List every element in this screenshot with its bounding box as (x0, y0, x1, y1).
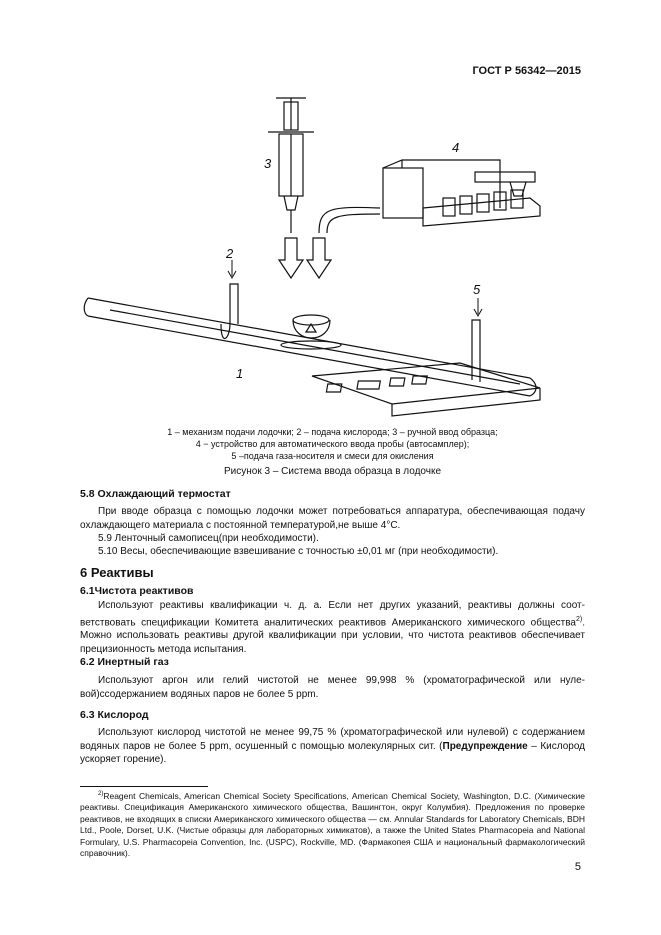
section-5-9-text: 5.9 Ленточный самописец(при необходимости). (98, 533, 319, 544)
footnote-text: Reagent Chemicals, American Chemical Society Specifications, American Chemical Society, Washington, D.C. (Химические реактивы. Спецификация Американского химического общества, Вашингтон, округ Колумбия). Предложения по проверке реактивов, не входящих в списки Американского химического общества — см. Annular Standards for Laboratory Chemicals, BDH Ltd., Poole, Dorset, U.K. (Чистые образцы для лабораторных химикатов), а также the United States Pharmacopeia and National Formulary, U.S. Pharmacopeia Convention, Inc. (USPC), Rockville, MD. (Фармакопея США и национальный фармакологический справочник). (80, 790, 585, 859)
footnote-mark: 2) (98, 791, 104, 797)
boat-inlet-figure (80, 88, 585, 418)
callout-3: 3 (264, 156, 272, 171)
section-6-1-title: 6.1Чистота реактивов (80, 585, 194, 597)
footnote (80, 789, 585, 860)
section-6-2-title: 6.2 Инертный газ (80, 656, 169, 668)
footnote-divider (80, 786, 208, 787)
section-6-title: 6 Реактивы (80, 565, 154, 580)
callout-5: 5 (473, 282, 481, 297)
callout-2: 2 (226, 246, 234, 261)
figure-legend-line: 4 − устройство для автоматического ввода пробы (автосамплер); (195, 439, 470, 449)
section-6-1-text-b: . Можно использовать реактивы другой квалификации при условии, что чистота реактивов обеспечивает прецизионность метода испытания. (80, 616, 585, 655)
section-5-10-text: 5.10 Весы, обеспечивающие взвешивание с точностью ±0,01 мг (при необходимости). (98, 546, 499, 557)
boat-drive-tube (84, 298, 536, 396)
flow-arrows (279, 238, 331, 278)
section-6-3-text-a: Используют кислород чистотой не менее 99,75 % (хроматографической или нулевой) с содержанием водяных паров не более 5 ppm, осушенный с помощью молекулярных сит. ( (80, 727, 585, 752)
figure-legend-line: 5 –подача газа-носителя и смеси для окисления (231, 451, 434, 461)
page-number: 5 (574, 861, 581, 873)
section-6-3-title: 6.3 Кислород (80, 709, 149, 721)
section-6-2-text: Используют аргон или гелий чистотой не менее 99,998 % (хроматографической или нулевой)ссодержанием водяных паров не более 5 ppm. (80, 675, 585, 700)
standard-header: ГОСТ Р 56342—2015 (472, 65, 581, 77)
figure-legend-line: 1 – механизм подачи лодочки; 2 – подача кислорода; 3 – ручной ввод образца; (167, 427, 498, 437)
autosampler-illustration (383, 160, 540, 226)
syringe-illustration (268, 98, 314, 233)
section-5-8-title: 5.8 Охлаждающий термостат (80, 488, 231, 500)
figure-caption: Рисунок 3 – Система ввода образца в лодочке (223, 466, 442, 477)
section-6-1-text-a: Используют реактивы квалификации ч. д. а. Если нет других указаний, реактивы должны соответствовать спецификации Комитета аналитических реактивов Американского химического общества (80, 600, 585, 628)
controller-box (312, 363, 540, 416)
callout-1: 1 (236, 366, 244, 381)
callout-4: 4 (452, 140, 460, 155)
section-5-8-text: При вводе образца с помощью лодочки может потребоваться аппаратура, обеспечивающая подачу охлаждающего материала с постоянной температурой,не выше 4°С. (80, 506, 585, 531)
section-6-3-text (80, 726, 585, 767)
footnote-ref: 2) (575, 615, 583, 623)
section-6-3-text-b: – Кислород ускоряет горение). (80, 740, 585, 765)
sample-boat (281, 315, 341, 349)
warning-label: Предупреждение (442, 740, 528, 752)
section-6-1-text (80, 599, 585, 656)
